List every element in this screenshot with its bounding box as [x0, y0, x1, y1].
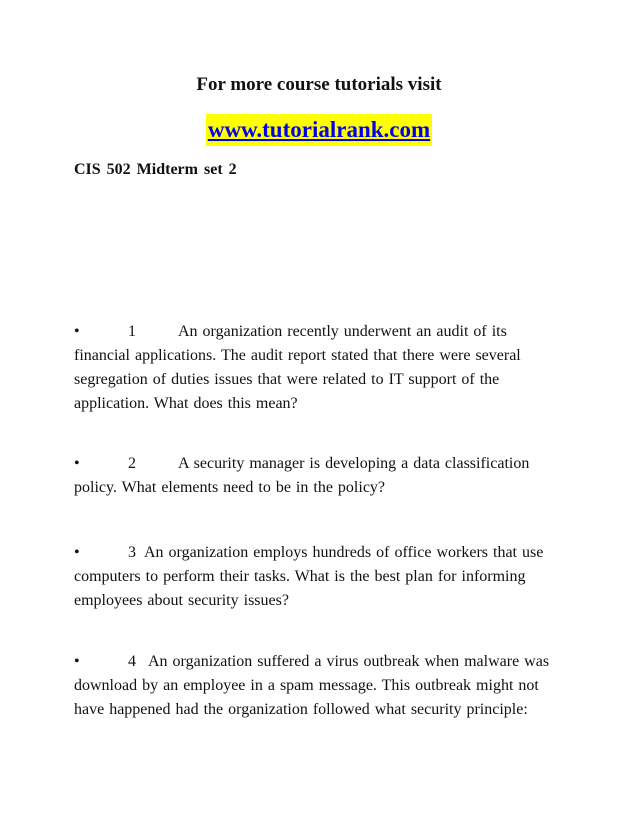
question-text: An organization suffered a virus outbreak when malware was download by an employee in a spam message. This outbreak might not have happened had the organization followed what security principle:: [74, 653, 550, 718]
bullet-marker: •: [74, 455, 80, 472]
question-number: 2: [128, 455, 136, 472]
url-container: [0, 114, 638, 146]
bullet-marker: •: [74, 653, 80, 670]
question-item: [74, 452, 564, 500]
question-number: 4: [128, 653, 136, 670]
visit-heading: For more course tutorials visit: [196, 74, 442, 95]
question-text: A security manager is developing a data classification policy. What elements need to be in the policy?: [74, 455, 530, 496]
bullet-marker: •: [74, 323, 80, 340]
question-text: An organization employs hundreds of office workers that use computers to perform their tasks. What is the best plan for informing employees about security issues?: [74, 544, 544, 609]
bullet-marker: •: [74, 544, 80, 561]
question-item: [74, 650, 564, 722]
question-item: [74, 541, 564, 613]
document-title: CIS 502 Midterm set 2: [74, 161, 237, 178]
question-text: An organization recently underwent an audit of its financial applications. The audit report stated that there were several segregation of duties issues that were related to IT support of the application. What does this mean?: [74, 323, 521, 412]
question-number: 3: [128, 544, 136, 561]
tutorialrank-link[interactable]: www.tutorialrank.com: [206, 114, 432, 146]
question-item: [74, 320, 564, 416]
question-number: 1: [128, 323, 136, 340]
